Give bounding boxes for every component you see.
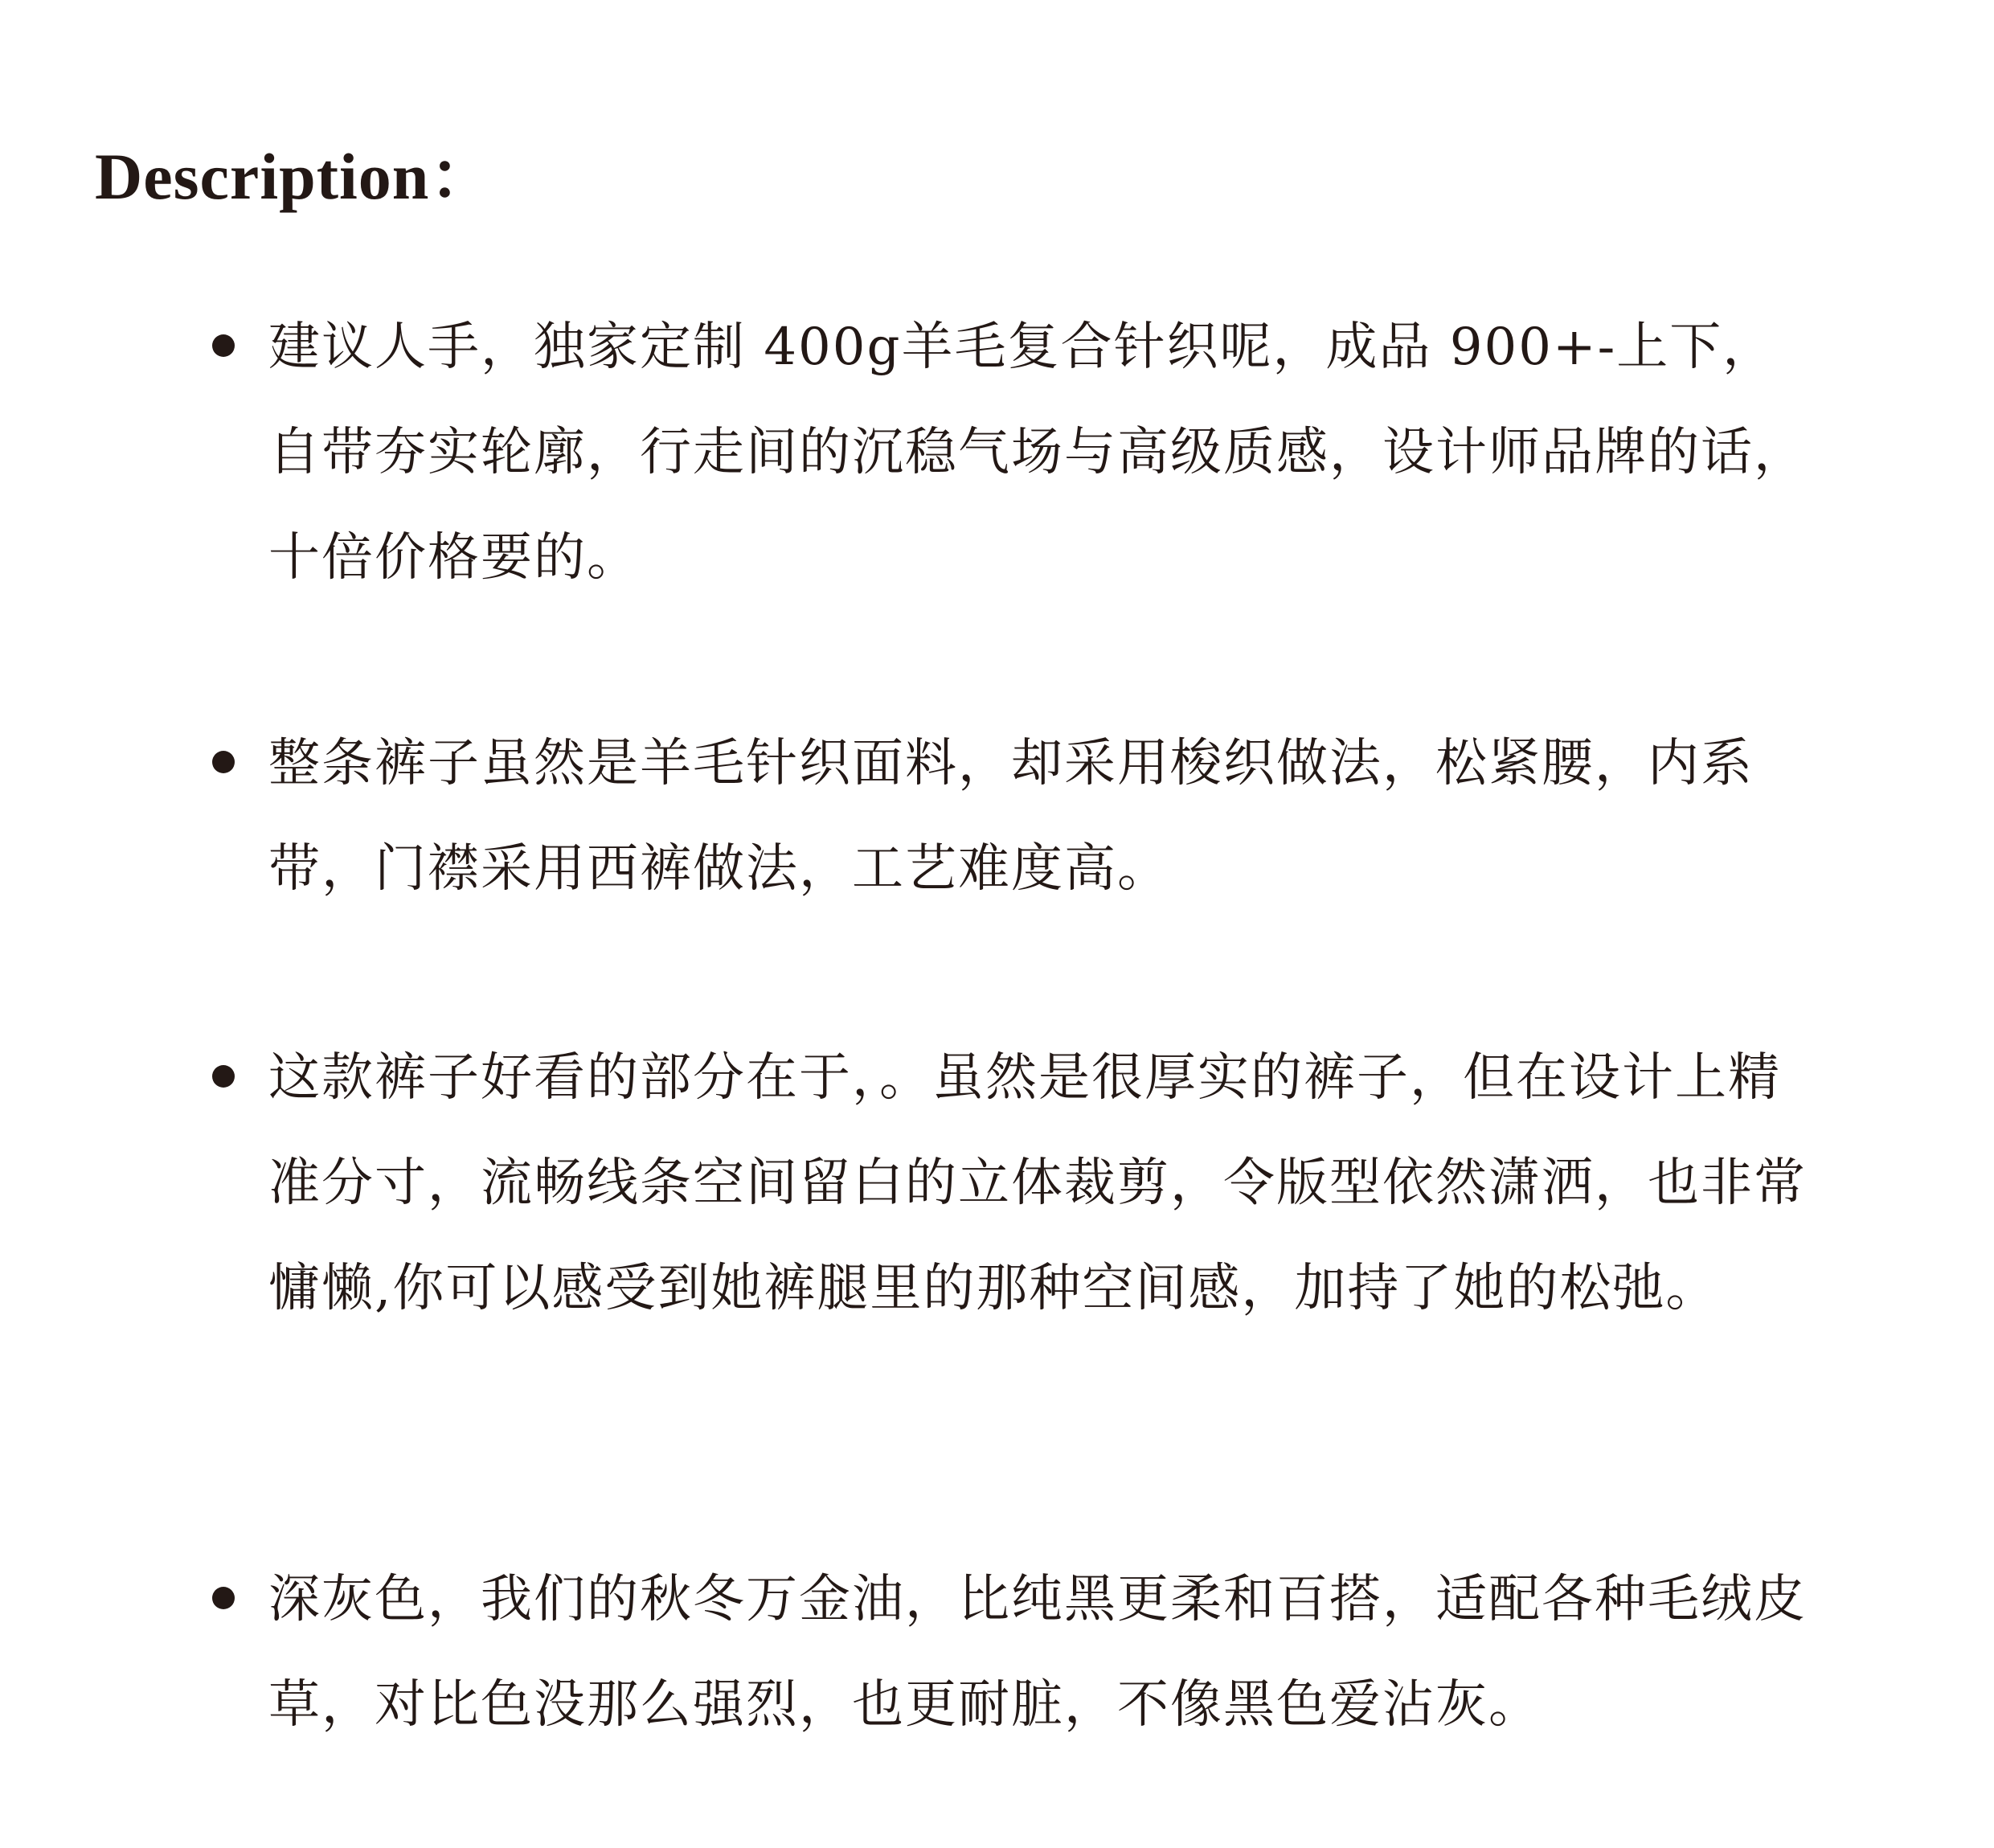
bullet-dot-icon <box>212 1065 235 1088</box>
bullet-dot-icon <box>212 1587 235 1609</box>
description-heading: Description： <box>95 140 497 213</box>
list-item-text: 这款裤子好看的部分在于，。虽然是很厚实的裤子，但在设计上精准分寸，流畅线条空间留白的立体裁剪，令版型依然潇洒，也非常慵懒,你可以感受到她裤腿里的那种空间感，加持了她的松弛。 <box>268 1048 1807 1318</box>
list-item-text: 深灰色，我们的秋冬万金油，比纯黑更柔和百搭，适配各种毛绒皮草，对比色没那么强烈，也更耐脏，不像黑色爱沾灰。 <box>268 1570 1807 1735</box>
list-item-text: 整条裤子虽然是羊毛针织面料，却采用梭织做法，松紧腰，内系带，门襟采用西裤做法，工艺难度高。 <box>268 734 1754 899</box>
bullet-dot-icon <box>212 334 235 357</box>
bullet-dot-icon <box>212 751 235 773</box>
list-item-text: 建议人手，独家定制 400g羊毛复合针织呢，成品 900+-上下，自带夯实轮廓，行走间的沉稳气场与高级质感，设计师品牌的话，十倍价格要的。 <box>268 318 1807 588</box>
